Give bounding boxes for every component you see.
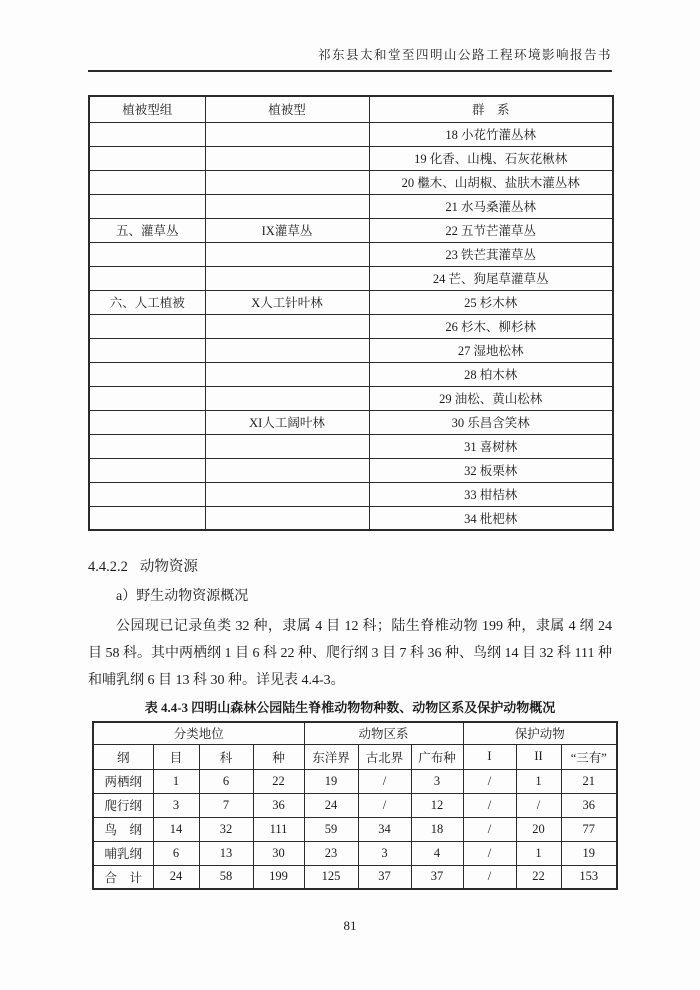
vegetation-cell: 六、人工植被	[89, 290, 205, 314]
vegetation-cell: 26 杉木、柳杉林	[369, 314, 613, 338]
animal-table-caption: 表 4.4-3 四明山森林公园陆生脊椎动物物种数、动物区系及保护动物概况	[144, 700, 556, 715]
vegetation-cell: 21 水马桑灌丛林	[369, 194, 613, 218]
animal-cell: 32	[199, 817, 253, 841]
animal-cell: 爬行纲	[93, 793, 153, 817]
vegetation-row	[89, 410, 613, 434]
vegetation-row	[89, 218, 613, 242]
animal-cell: 30	[253, 841, 304, 865]
vegetation-table	[88, 95, 614, 531]
col-header-palearctic: 古北界	[358, 744, 411, 769]
animal-cell: 两栖纲	[93, 769, 153, 793]
vegetation-cell: 32 板栗林	[369, 458, 613, 482]
animal-row	[93, 769, 617, 793]
animal-cell: /	[463, 793, 516, 817]
animal-cell: 1	[516, 769, 561, 793]
animal-row	[93, 841, 617, 865]
animal-cell: 19	[561, 841, 617, 865]
vegetation-row	[89, 338, 613, 362]
vegetation-row	[89, 458, 613, 482]
animal-cell: 59	[304, 817, 358, 841]
vegetation-row	[89, 170, 613, 194]
header-title: 祁东县太和堂至四明山公路工程环境影响报告书	[317, 48, 612, 62]
vegetation-row	[89, 146, 613, 170]
vegetation-cell: 31 喜树林	[369, 434, 613, 458]
body-paragraph: 公园现已记录鱼类 32 种，隶属 4 目 12 科；陆生脊椎动物 199 种，隶属 4 纲 24 目 58 科。其中两栖纲 1 目 6 科 22 种、爬行纲 3 目 7 科 36 种、鸟纲 14 目 32 科 111 种和哺乳纲 6 目 13 科 30 种。详见表 4.4-3。	[88, 619, 612, 688]
animal-cell: 20	[516, 817, 561, 841]
vegetation-row	[89, 386, 613, 410]
vegetation-cell	[89, 362, 205, 386]
vegetation-row	[89, 314, 613, 338]
vegetation-cell: 23 铁芒萁灌草丛	[369, 242, 613, 266]
vegetation-cell: 18 小花竹灌丛林	[369, 122, 613, 146]
vegetation-cell	[89, 338, 205, 362]
vegetation-cell: 24 芒、狗尾草灌草丛	[369, 266, 613, 290]
vegetation-cell	[205, 314, 369, 338]
vegetation-cell	[89, 122, 205, 146]
vegetation-row	[89, 242, 613, 266]
animal-table	[92, 721, 618, 890]
vegetation-cell	[89, 434, 205, 458]
animal-row	[93, 865, 617, 889]
vegetation-cell: XI人工阔叶林	[205, 410, 369, 434]
vegetation-cell	[205, 242, 369, 266]
vegetation-cell: 19 化香、山槐、石灰花楸林	[369, 146, 613, 170]
vegetation-cell	[89, 458, 205, 482]
animal-cell: 14	[153, 817, 199, 841]
animal-cell: 21	[561, 769, 617, 793]
animal-cell: 37	[411, 865, 463, 889]
vegetation-cell	[89, 146, 205, 170]
veg-header-group: 植被型组	[89, 96, 205, 122]
group-header-taxonomy: 分类地位	[93, 722, 304, 744]
col-header-family: 科	[199, 744, 253, 769]
veg-header-formation: 群 系	[369, 96, 613, 122]
animal-cell: 合 计	[93, 865, 153, 889]
animal-row	[93, 817, 617, 841]
animal-cell: 1	[516, 841, 561, 865]
page-number: 81	[343, 918, 357, 933]
animal-cell: 24	[304, 793, 358, 817]
col-header-oriental: 东洋界	[304, 744, 358, 769]
vegetation-row	[89, 362, 613, 386]
vegetation-cell: 25 杉木林	[369, 290, 613, 314]
animal-cell: 22	[253, 769, 304, 793]
vegetation-header-row	[89, 96, 613, 122]
animal-cell: 1	[153, 769, 199, 793]
vegetation-cell	[205, 194, 369, 218]
col-header-widespread: 广布种	[411, 744, 463, 769]
vegetation-cell	[205, 482, 369, 506]
vegetation-cell	[89, 482, 205, 506]
animal-cell: 6	[153, 841, 199, 865]
animal-cell: 12	[411, 793, 463, 817]
vegetation-cell	[205, 266, 369, 290]
vegetation-cell	[205, 434, 369, 458]
vegetation-cell	[205, 338, 369, 362]
vegetation-cell: 34 枇杷林	[369, 506, 613, 530]
vegetation-cell: 29 油松、黄山松林	[369, 386, 613, 410]
page-header	[88, 47, 612, 72]
animal-cell: /	[463, 865, 516, 889]
vegetation-cell	[89, 170, 205, 194]
vegetation-cell	[205, 506, 369, 530]
vegetation-cell	[205, 458, 369, 482]
vegetation-cell	[89, 506, 205, 530]
animal-cell: 4	[411, 841, 463, 865]
animal-cell: 34	[358, 817, 411, 841]
vegetation-cell	[89, 242, 205, 266]
animal-cell: 18	[411, 817, 463, 841]
animal-cell: 3	[153, 793, 199, 817]
vegetation-cell: 30 乐昌含笑林	[369, 410, 613, 434]
animal-cell: 24	[153, 865, 199, 889]
animal-column-header-row	[93, 744, 617, 769]
animal-cell: /	[463, 769, 516, 793]
vegetation-cell	[89, 266, 205, 290]
animal-cell: 19	[304, 769, 358, 793]
animal-table-body	[93, 769, 617, 889]
vegetation-row	[89, 266, 613, 290]
col-header-class1: I	[463, 744, 516, 769]
vegetation-cell: 27 湿地松林	[369, 338, 613, 362]
vegetation-cell: X人工针叶林	[205, 290, 369, 314]
vegetation-cell	[205, 170, 369, 194]
animal-row	[93, 793, 617, 817]
vegetation-row	[89, 482, 613, 506]
animal-cell: 36	[253, 793, 304, 817]
section-heading	[88, 558, 612, 576]
vegetation-cell: 33 柑桔林	[369, 482, 613, 506]
group-header-protected: 保护动物	[463, 722, 617, 744]
animal-cell: 111	[253, 817, 304, 841]
col-header-class: 纲	[93, 744, 153, 769]
animal-cell: 3	[358, 841, 411, 865]
veg-header-type: 植被型	[205, 96, 369, 122]
vegetation-row	[89, 290, 613, 314]
section-title: 动物资源	[139, 559, 198, 575]
vegetation-cell: IX灌草丛	[205, 218, 369, 242]
animal-cell: 鸟 纲	[93, 817, 153, 841]
animal-cell: 哺乳纲	[93, 841, 153, 865]
vegetation-cell	[205, 386, 369, 410]
section-subheading: a）野生动物资源概况	[116, 589, 249, 604]
animal-cell: /	[463, 817, 516, 841]
vegetation-row	[89, 434, 613, 458]
vegetation-cell	[205, 362, 369, 386]
animal-cell: 3	[411, 769, 463, 793]
col-header-sanyou: “三有”	[561, 744, 617, 769]
col-header-order: 目	[153, 744, 199, 769]
animal-cell: 77	[561, 817, 617, 841]
animal-cell: /	[463, 841, 516, 865]
animal-cell: 58	[199, 865, 253, 889]
animal-cell: 199	[253, 865, 304, 889]
group-header-fauna: 动物区系	[304, 722, 463, 744]
vegetation-cell	[205, 122, 369, 146]
vegetation-cell: 五、灌草丛	[89, 218, 205, 242]
animal-cell: 13	[199, 841, 253, 865]
vegetation-cell	[205, 146, 369, 170]
vegetation-cell: 22 五节芒灌草丛	[369, 218, 613, 242]
animal-cell: 6	[199, 769, 253, 793]
animal-cell: 22	[516, 865, 561, 889]
vegetation-cell	[89, 410, 205, 434]
animal-cell: 37	[358, 865, 411, 889]
vegetation-cell	[89, 194, 205, 218]
animal-cell: 153	[561, 865, 617, 889]
animal-cell: 125	[304, 865, 358, 889]
animal-cell: /	[516, 793, 561, 817]
col-header-class2: II	[516, 744, 561, 769]
animal-cell: 7	[199, 793, 253, 817]
animal-cell: /	[358, 793, 411, 817]
animal-group-header-row	[93, 722, 617, 744]
vegetation-cell: 20 檵木、山胡椒、盐肤木灌丛林	[369, 170, 613, 194]
vegetation-cell	[89, 386, 205, 410]
section-number: 4.4.2.2	[88, 559, 128, 575]
vegetation-row	[89, 122, 613, 146]
col-header-species: 种	[253, 744, 304, 769]
animal-cell: 36	[561, 793, 617, 817]
animal-cell: 23	[304, 841, 358, 865]
vegetation-cell: 28 柏木林	[369, 362, 613, 386]
vegetation-cell	[89, 314, 205, 338]
vegetation-table-body	[89, 122, 613, 530]
animal-cell: /	[358, 769, 411, 793]
vegetation-row	[89, 194, 613, 218]
vegetation-row	[89, 506, 613, 530]
